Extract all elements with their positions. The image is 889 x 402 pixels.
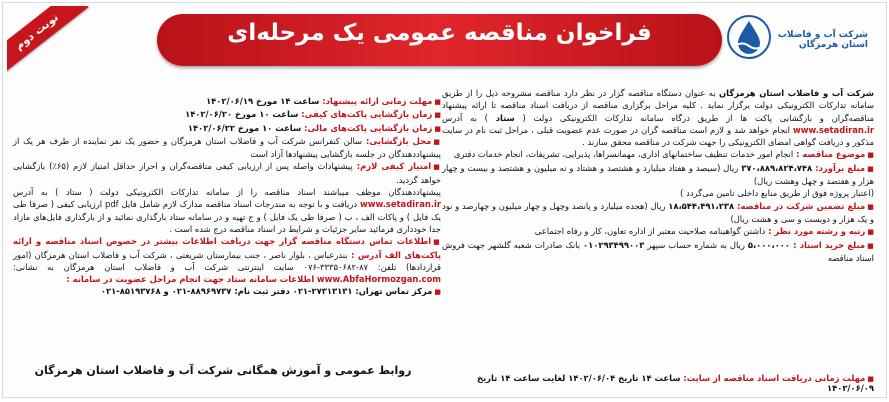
instructions-text-2: دریافت و با توجه به مندرجات اسناد مناقصه مدارک لازم شامل فایل pdf ارزیابی کیفی ( صرفا طی یک فایل ) و پاکات الف ، ب ( صرفا طی یک فایل ) و ج تهیه و در سامانه ستاد بارگذاری نمائید و از بارگذاری فایل‌های مازاد جدا خودداری فرمائید سایر جزئیات و شرایط در اسناد مناقصه درج شده است . — [13, 199, 441, 234]
bullet-square-icon: ■ — [433, 238, 441, 247]
guarantee-text: ریال (هجده میلیارد و پانصد وچهل و چهار میلیون و چهارصد و نود و یک هزار و دویست و سی و هشت ریال) — [442, 200, 874, 224]
rank-item — [442, 225, 874, 238]
bullet-square-icon: ■ — [433, 163, 441, 172]
bullet-square-icon: ■ — [434, 98, 441, 106]
price-item — [442, 239, 874, 265]
setad-info-label: اطلاعات سامانه ستاد جهت انجام مراحل عضویت در سامانه : — [66, 274, 315, 285]
rank-text: داشتن گواهینامه صلاحیت معتبر از اداره تعاون، کار و رفاه اجتماعی — [534, 226, 766, 237]
logo-text: شرکت آب و فاضلاب استان هرمزگان — [777, 30, 868, 50]
estimate-label: مبلغ برآورد: — [812, 162, 866, 173]
estimate-amount: ۳۷۰،۸۸۹،۸۲۴،۷۴۸ — [741, 162, 813, 173]
financial-opening — [13, 122, 441, 135]
quality-opening-value: ساعت ۱۰ مورخ ۱۴۰۲/۰۶/۲۰ — [185, 109, 299, 120]
setad-link-2[interactable]: www.setadiran.ir — [360, 199, 441, 210]
quality-score-text: پیشنهادات واصله پس از ارزیابی کیفی مناقصه‌گران و احراز حداقل امتیاز لازم (۶۵٪) بازگشایی خواهد گردید. — [13, 161, 441, 185]
intro-text-3: انجام خواهد شد و لازم است مناقصه گران در صورت عدم عضویت قبلی ، مراحل ثبت نام در سایت مذکور و دریافت گواهی امضای الکترونیکی را جهت شرکت در مناقصه محقق سازند . — [442, 124, 874, 148]
bullet-square-icon: ■ — [433, 137, 441, 146]
opening-location — [13, 135, 441, 161]
tehran-contact-label: مرکز تماس تهران: — [352, 286, 433, 297]
bidder-instructions — [13, 186, 441, 235]
tehran-contact-numbers: ۲۷۳۱۳۱۳۱-۰۲۱ دفتر ثبت نام: ۸۸۹۶۹۷۳۷-۰۲۱ و ۸۵۱۹۳۷۶۸-۰۲۱ — [100, 286, 353, 297]
estimate-item — [442, 162, 874, 188]
bullet-square-icon: ■ — [867, 228, 874, 237]
deadline-label: مهلت زمانی دریافت اسناد مناقصه از سایت: — [680, 373, 866, 383]
deadline-text: ساعت ۱۴ تاریخ ۱۴۰۲/۰۶/۰۴ لغایت ساعت ۱۴ تاریخ ۱۴۰۲/۰۶/۰۹ — [477, 373, 874, 393]
quality-opening — [13, 108, 441, 121]
left-column — [13, 95, 441, 299]
contact-info — [13, 235, 441, 285]
intro-text: به عنوان دستگاه مناقصه گزار در نظر دارد مناقصه مشروحه ذیل را از طریق سامانه تدارکات الکترونیکی دولت برگزار نماید . کلیه مراحل برگزاری مناقصه از دریافت اسناد مناقصه تا ارائه پیشنهاد مناقصه‌گران و بازگشایی پاکت ها از طریق درگاه سامانه تدارکات الکترونیکی دولت ( — [442, 88, 874, 123]
tehran-contact — [13, 285, 441, 298]
submission-deadline — [13, 95, 441, 108]
contact-label: اطلاعات تماس دستگاه مناقصه گزار جهت دریافت اطلاعات بیشتر در خصوص اسناد مناقصه و ارائه پاکت‌های الف آدرس : — [13, 236, 441, 260]
bullet-square-icon: ■ — [867, 375, 874, 383]
intro-paragraph — [442, 87, 874, 148]
intro-text-2: ) به آدرس — [442, 112, 496, 123]
tender-notice — [2, 2, 887, 398]
bullet-square-icon: ■ — [434, 124, 441, 133]
subject-item — [442, 148, 874, 161]
instructions-text: پیشنهاددهندگان موظف میباشند اسناد مناقصه را از سامانه تدارکات الکترونیکی دولت ( ستاد ) به آدرس — [13, 187, 441, 198]
contact-text: بندرعباس ، بلوار ناصر ، جنب بیمارستان شریعتی ، شرکت آب و فاضلاب استان هرمزگان (امور قراردادها) تلفن: ۸۷-۳۳۳۵۰۶۸۲-۰۷۶ سایت اینترنتی شرکت آب و فاضلاب استان هرمزگان به نشانی: — [13, 249, 441, 272]
guarantee-amount: ۱۸،۵۴۴،۴۹۱،۲۳۸ — [668, 200, 735, 211]
guarantee-label: مبلغ تضمین شرکت در مناقصه: — [734, 200, 866, 211]
estimate-text: ریال (سیصد و هفتاد میلیارد و هشتصد و هشتاد و نه میلیون و هشتصد و بیست و چهار هزار و هفتصد و چهل وهشت ریال) — [442, 162, 874, 187]
price-label: مبلغ خرید اسناد : — [789, 239, 866, 250]
ribbon-corner — [7, 6, 97, 76]
setad-link[interactable]: www.setadiran.ir — [793, 124, 874, 135]
submission-value: ساعت ۱۴ مورخ ۱۴۰۲/۰۶/۱۹ — [206, 96, 320, 106]
notice-title: فراخوان مناقصه عمومی یک مرحله‌ای — [227, 20, 652, 46]
subject-label: موضوع مناقصه : — [793, 149, 866, 160]
bullet-square-icon: ■ — [867, 164, 874, 173]
financial-opening-label: زمان بازگشایی پاکت‌های مالی: — [301, 122, 433, 133]
quality-score-label: امتیاز کیفی لازم: — [352, 161, 432, 172]
bullet-square-icon: ■ — [434, 288, 441, 297]
water-drop-logo-icon — [726, 14, 772, 60]
header-banner — [7, 6, 884, 74]
location-label: محل بازگشایی: — [362, 135, 432, 146]
location-text: سالن کنفرانس شرکت آب و فاضلاب استان هرمزگان و حضور یک نفر نماینده از طرف هر یک از پیشنهاددهندگان در جلسه بازگشایی پیشنهادها آزاد است — [13, 135, 441, 160]
setad-label: ستاد — [495, 112, 515, 123]
account-number: ۰۱۰۲۹۳۴۹۹۰۰۳ — [583, 239, 645, 250]
price-text-2: بانک صادرات شعبه گلشهر جهت فروش اسناد مناقصه — [442, 239, 874, 263]
subject-text: انجام امور خدمات تنظیف ساختمانهای اداری، مهمانسراها، پذیرایی، تشریفات، انجام خدمات دفتری — [453, 149, 794, 160]
guarantee-item — [442, 200, 874, 226]
abfa-website-link[interactable]: www.AbfaHormozgan.com — [316, 274, 441, 285]
footer-signature: روابط عمومی و آموزش همگانی شرکت آب و فاضلاب استان هرمزگان — [34, 364, 412, 377]
financial-opening-value: ساعت ۱۰ مورخ ۱۴۰۲/۰۶/۲۲ — [187, 122, 302, 133]
title-band — [157, 14, 722, 66]
price-text: ریال به شماره حساب سپهر — [644, 239, 748, 250]
company-name: شرکت آب و فاضلاب استان هرمزگان — [719, 88, 874, 98]
bullet-square-icon: ■ — [867, 241, 874, 250]
deadline-item — [444, 373, 874, 393]
bullet-square-icon: ■ — [434, 111, 441, 120]
bullet-square-icon: ■ — [867, 202, 874, 211]
right-column — [442, 87, 874, 264]
submission-label: مهلت زمانی ارائه پیشنهاد: — [319, 96, 433, 106]
rank-label: رتبه و رشته مورد نظر : — [765, 226, 866, 237]
estimate-note: (اعتبار پروژه فوق از طریق منابع داخلی تامین می‌گردد ) — [680, 188, 874, 199]
bullet-square-icon: ■ — [867, 151, 874, 160]
second-notice-ribbon: نوبت دوم — [7, 6, 89, 76]
price-amount: ۵،۰۰۰،۰۰۰ — [747, 239, 790, 250]
quality-score — [13, 160, 441, 186]
company-logo — [724, 12, 874, 70]
quality-opening-label: زمان بازگشایی پاکت‌های کیفی: — [298, 109, 433, 120]
